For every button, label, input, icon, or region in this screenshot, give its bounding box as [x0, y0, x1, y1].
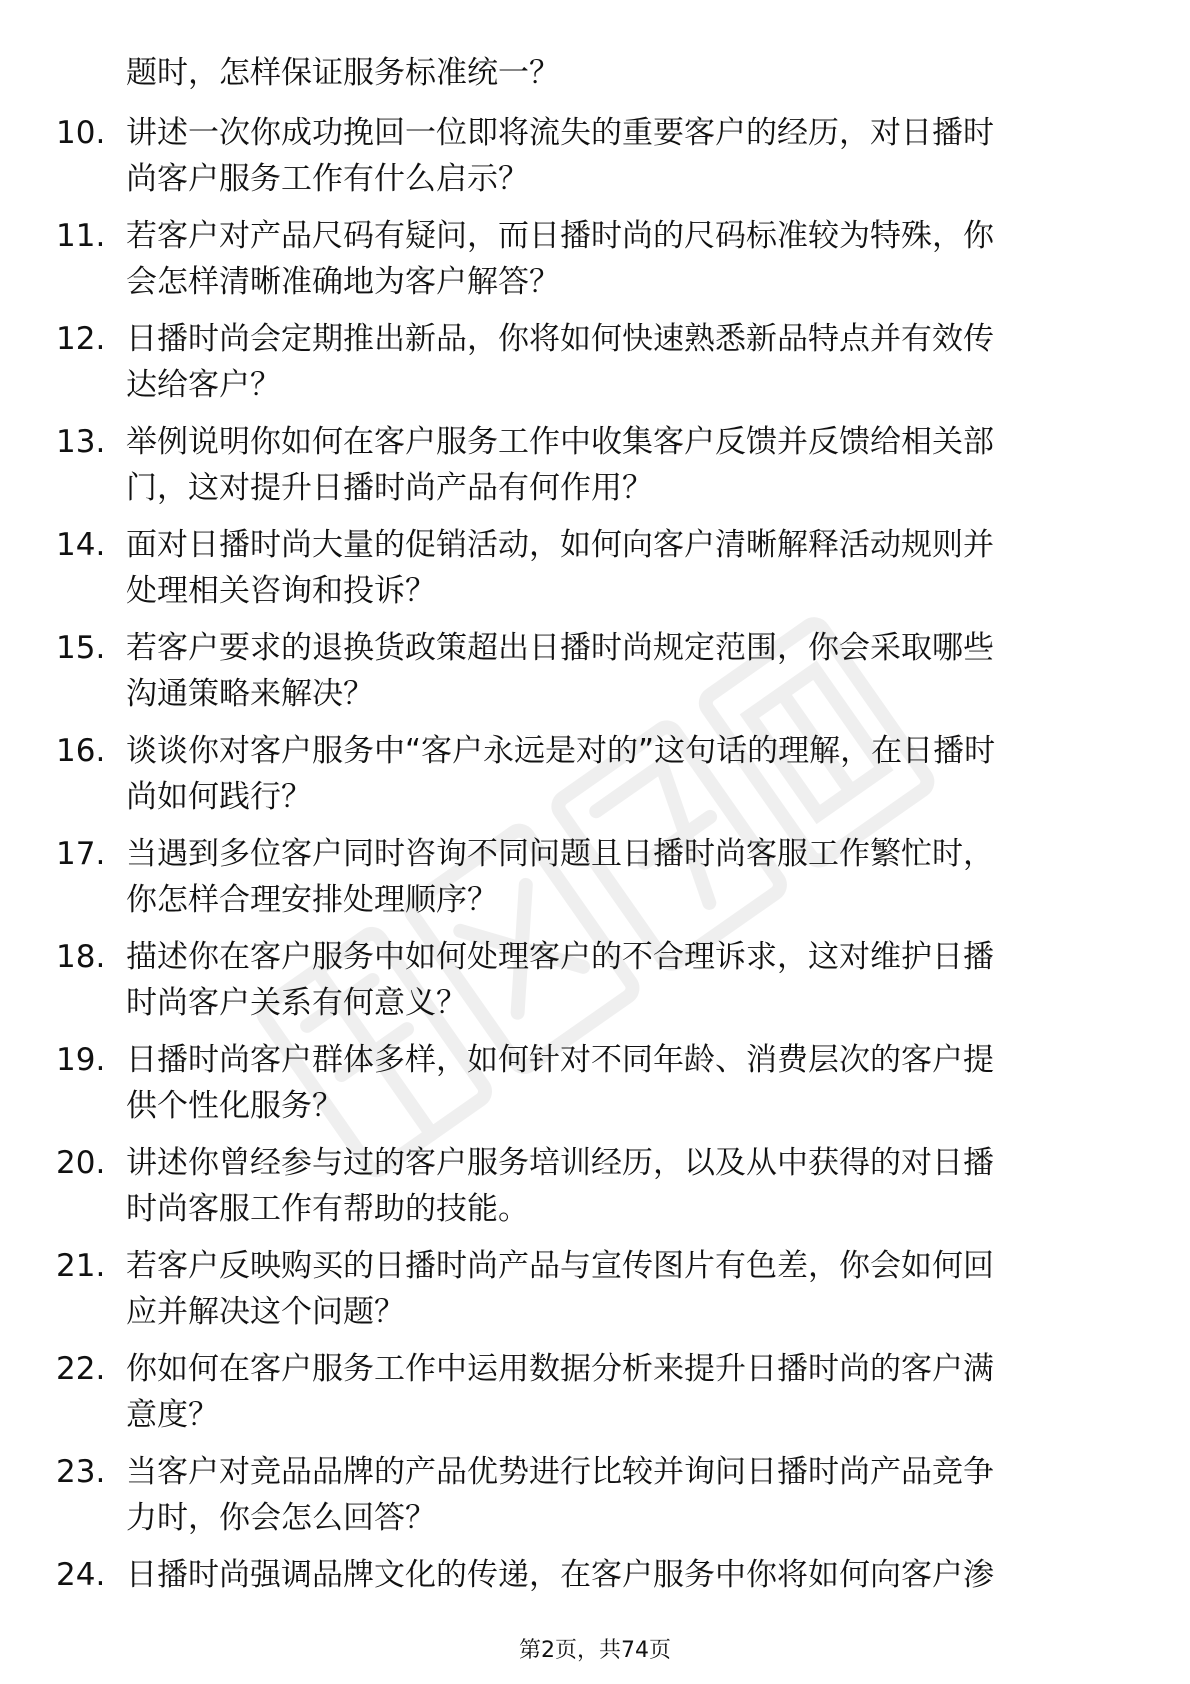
question-number: 10. [56, 115, 106, 151]
question-item [0, 625, 1190, 728]
question-9-continuation: 题时，怎样保证服务标准统一？ [126, 55, 560, 91]
question-number: 14. [56, 527, 106, 563]
question-line: 意度？ [126, 1397, 219, 1433]
question-text [126, 316, 1111, 408]
question-line: 时尚客户关系有何意义？ [126, 985, 467, 1021]
question-item [0, 1140, 1190, 1243]
question-number: 24. [56, 1557, 106, 1593]
question-text [126, 110, 1111, 202]
question-text [126, 728, 1111, 820]
question-number: 22. [56, 1351, 106, 1387]
question-number: 21. [56, 1248, 106, 1284]
question-line: 达给客户？ [126, 367, 281, 403]
question-line: 尚如何践行？ [126, 779, 312, 815]
question-number: 19. [56, 1042, 106, 1078]
question-item [0, 522, 1190, 625]
question-text [126, 522, 1111, 614]
question-text [126, 625, 1111, 717]
question-item [0, 1037, 1190, 1140]
question-item [0, 1243, 1190, 1346]
question-number: 15. [56, 630, 106, 666]
question-item [0, 110, 1190, 213]
question-text [126, 1552, 1111, 1598]
question-text [126, 1346, 1111, 1438]
question-text [126, 934, 1111, 1026]
question-line: 门，这对提升日播时尚产品有何作用？ [126, 470, 653, 506]
question-text [126, 1243, 1111, 1335]
question-line: 处理相关咨询和投诉？ [126, 573, 436, 609]
question-text [126, 213, 1111, 305]
question-number: 23. [56, 1454, 106, 1490]
question-line: 面对日播时尚大量的促销活动，如何向客户清晰解释活动规则并 [126, 527, 994, 563]
question-line: 应并解决这个问题？ [126, 1294, 405, 1330]
question-text [126, 1037, 1111, 1129]
question-line: 日播时尚强调品牌文化的传递，在客户服务中你将如何向客户渗 [126, 1557, 994, 1593]
question-number: 11. [56, 218, 106, 254]
question-item [0, 1449, 1190, 1552]
question-number: 13. [56, 424, 106, 460]
question-line: 日播时尚客户群体多样，如何针对不同年龄、消费层次的客户提 [126, 1042, 994, 1078]
question-number: 16. [56, 733, 106, 769]
question-number: 20. [56, 1145, 106, 1181]
page-footer: 第2页，共74页 [519, 1638, 671, 1663]
question-number: 17. [56, 836, 106, 872]
question-text [126, 1449, 1111, 1541]
question-item [0, 419, 1190, 522]
question-line: 力时，你会怎么回答？ [126, 1500, 436, 1536]
question-line: 尚客户服务工作有什么启示？ [126, 161, 529, 197]
question-line: 若客户反映购买的日播时尚产品与宣传图片有色差，你会如何回 [126, 1248, 994, 1284]
question-line: 供个性化服务？ [126, 1088, 343, 1124]
question-number: 18. [56, 939, 106, 975]
question-text [126, 419, 1111, 511]
question-line: 时尚客服工作有帮助的技能。 [126, 1191, 529, 1227]
question-line: 当遇到多位客户同时咨询不同问题且日播时尚客服工作繁忙时， [126, 836, 994, 872]
question-item [0, 728, 1190, 831]
question-line: 举例说明你如何在客户服务工作中收集客户反馈并反馈给相关部 [126, 424, 994, 460]
question-line: 谈谈你对客户服务中“客户永远是对的”这句话的理解，在日播时 [126, 733, 996, 769]
question-item [0, 213, 1190, 316]
question-text [126, 1140, 1111, 1232]
question-line: 描述你在客户服务中如何处理客户的不合理诉求，这对维护日播 [126, 939, 994, 975]
question-list [0, 110, 1190, 1655]
question-line: 会怎样清晰准确地为客户解答？ [126, 264, 560, 300]
question-line: 你如何在客户服务工作中运用数据分析来提升日播时尚的客户满 [126, 1351, 994, 1387]
question-line: 讲述你曾经参与过的客户服务培训经历，以及从中获得的对日播 [126, 1145, 994, 1181]
question-item [0, 316, 1190, 419]
question-number: 12. [56, 321, 106, 357]
question-line: 沟通策略来解决？ [126, 676, 374, 712]
question-item [0, 831, 1190, 934]
question-line: 若客户对产品尺码有疑问，而日播时尚的尺码标准较为特殊，你 [126, 218, 994, 254]
question-line: 你怎样合理安排处理顺序？ [126, 882, 498, 918]
question-line: 日播时尚会定期推出新品，你将如何快速熟悉新品特点并有效传 [126, 321, 994, 357]
question-line: 讲述一次你成功挽回一位即将流失的重要客户的经历，对日播时 [126, 115, 994, 151]
question-item [0, 1346, 1190, 1449]
question-line: 若客户要求的退换货政策超出日播时尚规定范围，你会采取哪些 [126, 630, 994, 666]
question-line: 当客户对竞品品牌的产品优势进行比较并询问日播时尚产品竞争 [126, 1454, 994, 1490]
question-text [126, 831, 1111, 923]
question-item [0, 934, 1190, 1037]
